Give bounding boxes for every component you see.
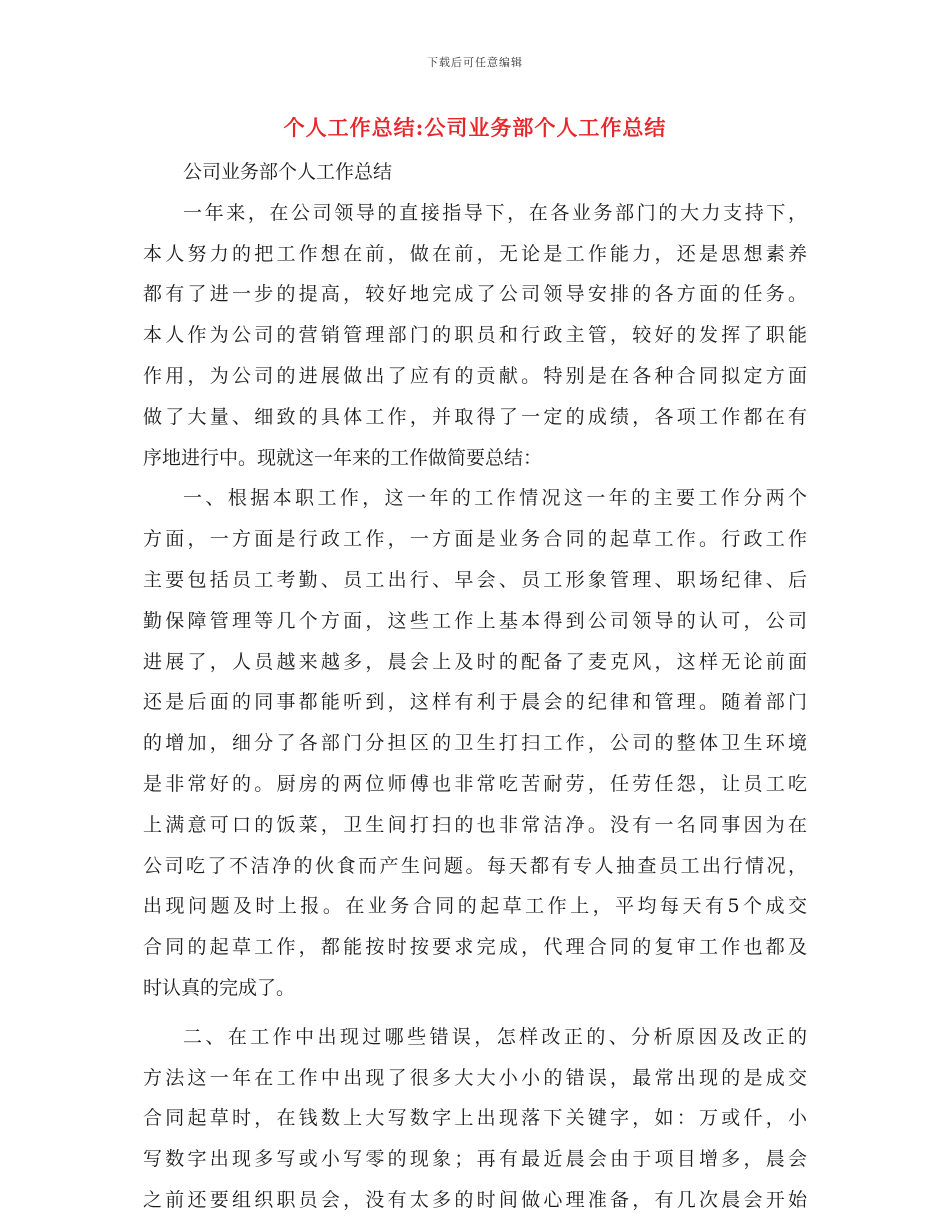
body-line: 勤保障管理等几个方面，这些工作上基本得到公司领导的认可，公司 (143, 609, 807, 632)
body-line: 出现问题及时上报。在业务合同的起草工作上，平均每天有5个成交 (143, 895, 807, 918)
document-body (143, 152, 807, 1221)
body-line: 是非常好的。厨房的两位师傅也非常吃苦耐劳，任劳任怨，让员工吃 (143, 772, 807, 795)
body-line: 写数字出现多写或小写零的现象；再有最近晨会由于项目增多，晨会 (143, 1148, 807, 1171)
body-line: 方法这一年在工作中出现了很多大大小小的错误，最常出现的是成交 (143, 1066, 807, 1089)
page-header-note: 下载后可任意编辑 (427, 56, 523, 69)
body-line: 做了大量、细致的具体工作，并取得了一定的成绩，各项工作都在有 (143, 405, 807, 428)
body-line: 上满意可口的饭菜，卫生间打扫的也非常洁净。没有一名同事因为在 (143, 813, 807, 836)
body-line: 本人作为公司的营销管理部门的职员和行政主管，较好的发挥了职能 (143, 324, 807, 347)
body-line: 之前还要组织职员会，没有太多的时间做心理准备，有几次晨会开始 (143, 1188, 807, 1211)
body-line: 合同起草时，在钱数上大写数字上出现落下关键字，如：万或仟，小 (143, 1107, 807, 1130)
body-line: 公司业务部个人工作总结 (183, 161, 393, 183)
body-line: 二、在工作中出现过哪些错误，怎样改正的、分析原因及改正的 (183, 1025, 807, 1048)
body-line: 主要包括员工考勤、员工出行、早会、员工形象管理、职场纪律、后 (143, 568, 807, 591)
document-title: 个人工作总结:公司业务部个人工作总结 (283, 115, 667, 140)
body-line: 合同的起草工作，都能按时按要求完成，代理合同的复审工作也都及 (143, 936, 807, 959)
body-line: 都有了进一步的提高，较好地完成了公司领导安排的各方面的任务。 (143, 283, 807, 306)
body-line: 作用，为公司的进展做出了应有的贡献。特别是在各种合同拟定方面 (143, 364, 807, 387)
body-line: 的增加，细分了各部门分担区的卫生打扫工作，公司的整体卫生环境 (143, 732, 807, 755)
body-line: 进展了，人员越来越多，晨会上及时的配备了麦克风，这样无论前面 (143, 650, 807, 673)
body-line: 方面，一方面是行政工作，一方面是业务合同的起草工作。行政工作 (143, 528, 807, 551)
body-line: 本人努力的把工作想在前，做在前，无论是工作能力，还是思想素养 (143, 242, 807, 265)
body-line: 一年来，在公司领导的直接指导下，在各业务部门的大力支持下， (183, 201, 807, 224)
paragraph-gap (143, 1009, 807, 1017)
body-line: 时认真的完成了。 (143, 976, 296, 999)
body-line: 序地进行中。现就这一年来的工作做简要总结： (143, 446, 543, 469)
body-line: 公司吃了不洁净的伙食而产生问题。每天都有专人抽查员工出行情况， (143, 854, 807, 877)
body-line: 还是后面的同事都能听到，这样有利于晨会的纪律和管理。随着部门 (143, 691, 807, 714)
body-line: 一、根据本职工作，这一年的工作情况这一年的主要工作分两个 (183, 487, 807, 510)
